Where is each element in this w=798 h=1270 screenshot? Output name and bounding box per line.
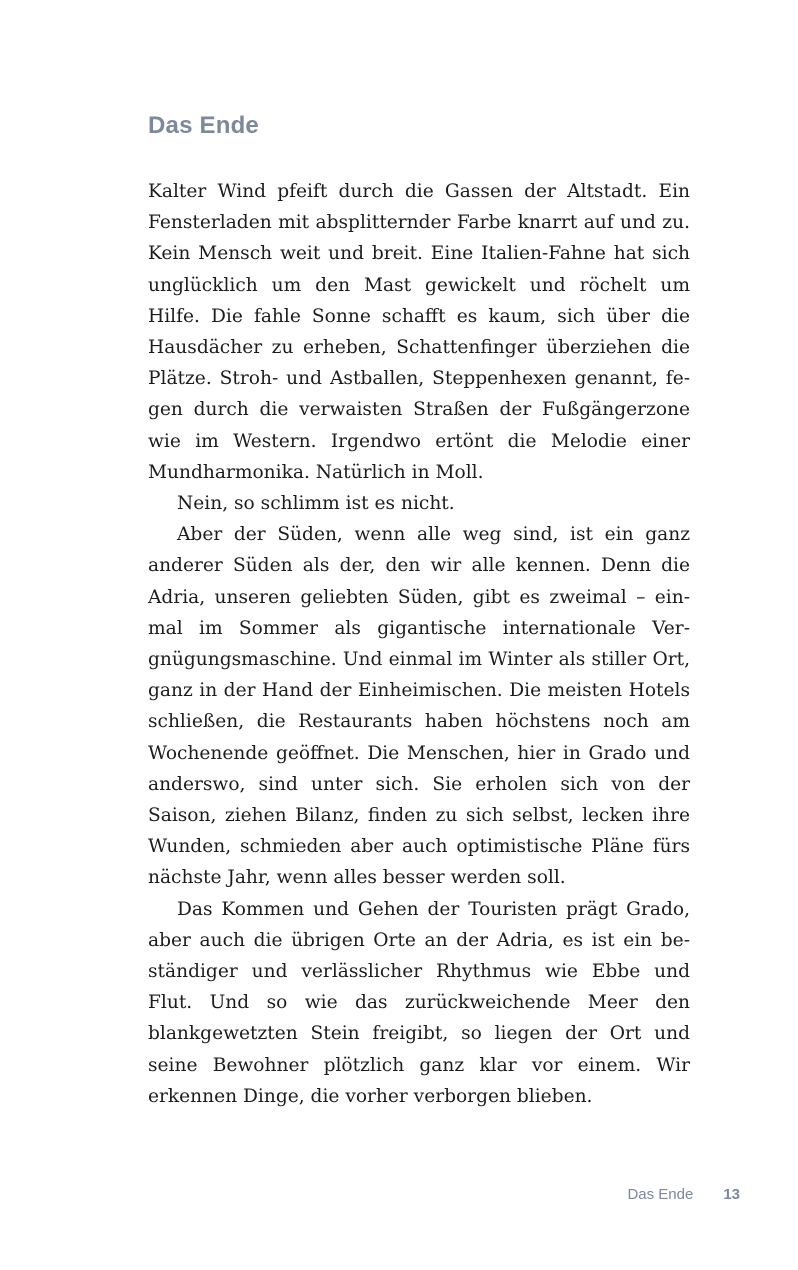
paragraph: Das Kommen und Gehen der Touristen prägt Grado, aber auch die übrigen Orte an der Adria, es ist ein beständiger und verlässlicher Rhythmus wie Ebbe und Flut. Und so wie das zurückweichende Meer den blankgewetzten Stein freigibt, so liegen der Ort und seine Bewohner plötzlich ganz klar vor einem. Wir erkennen Dinge, die vorher verborgen blieben. [148, 898, 690, 1107]
page-footer [627, 1186, 740, 1203]
chapter-body [148, 176, 690, 1112]
running-title: Das Ende [627, 1186, 694, 1203]
paragraph: Kalter Wind pfeift durch die Gassen der Altstadt. Ein Fensterladen mit absplitternder Farbe knarrt auf und zu. Kein Mensch weit und breit. Eine Italien-Fahne hat sich unglücklich um den Mast gewickelt und röchelt um Hilfe. Die fahle Sonne schafft es kaum, sich über die Hausdächer zu erheben, Schattenfinger überziehen die Plätze. Stroh- und Astballen, Steppenhexen genannt, fegen durch die verwaisten Straßen der Fußgängerzone wie im Western. Irgendwo ertönt die Melodie einer Mundharmonika. Natürlich in Moll. [148, 181, 690, 483]
page-number: 13 [723, 1186, 740, 1203]
chapter-title: Das Ende [148, 112, 259, 139]
paragraph: Nein, so schlimm ist es nicht. [177, 493, 455, 515]
paragraph: Aber der Süden, wenn alle weg sind, ist ein ganz anderer Süden als der, den wir alle kennen. Denn die Adria, unseren geliebten Süden, gibt es zweimal – einmal im Sommer als gigantische internationale Vergnügungsmaschine. Und einmal im Winter als stiller Ort, ganz in der Hand der Einheimischen. Die meisten Hotels schließen, die Restaurants haben höchstens noch am Wochenende geöffnet. Die Menschen, hier in Grado und anderswo, sind unter sich. Sie erholen sich von der Saison, ziehen Bilanz, finden zu sich selbst, lecken ihre Wunden, schmieden aber auch optimistische Pläne fürs nächste Jahr, wenn alles besser werden soll. [148, 524, 690, 889]
